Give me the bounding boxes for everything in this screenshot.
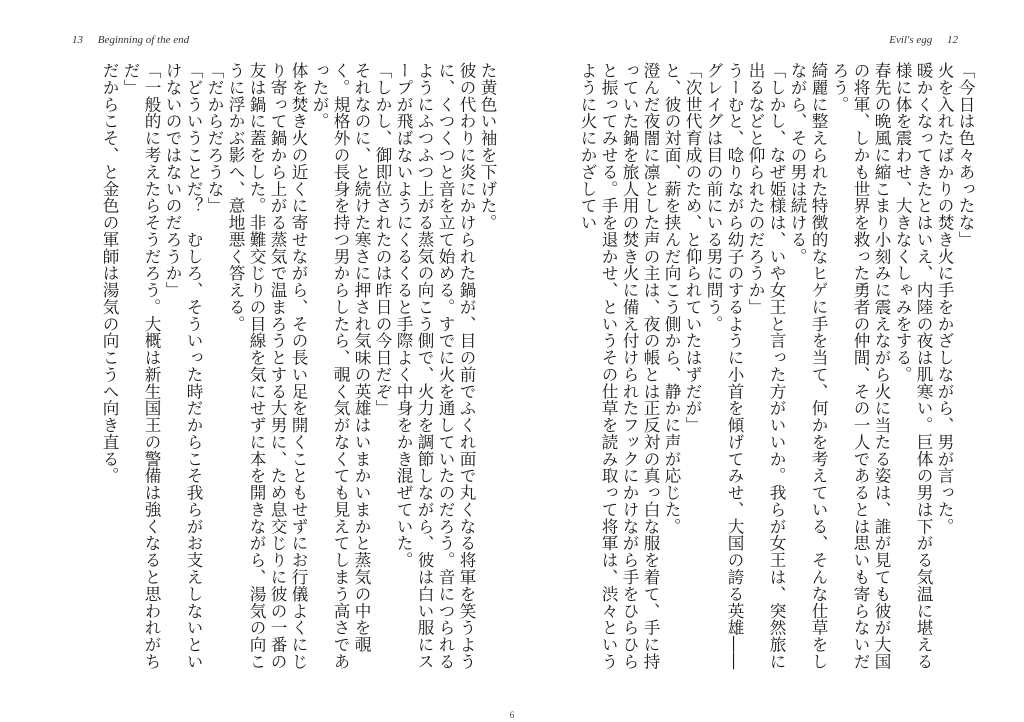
paragraph: 「今日は色々あったな」	[956, 62, 975, 248]
paragraph: 「しかし、御即位されたのは昨日の今日だぞ」	[373, 62, 392, 417]
left-running-title: Beginning of the end	[97, 34, 190, 46]
paragraph: 綺麗に整えられた特徴的なヒゲに手を当て、何かを考えている、そんな仕草をしながら、その男は続ける。	[788, 62, 828, 670]
paragraph: 「だからだろうな」	[205, 62, 224, 214]
left-page-number: 13	[72, 34, 83, 46]
footer-page-number: 6	[509, 710, 515, 720]
paragraph: た黄色い袖を下げた。	[478, 62, 497, 231]
paragraph: うーむと、唸りながら幼子のするように小首を傾げてみせ、大国の誇る英雄――グレイグは目の前にいる男に問う。	[704, 62, 744, 670]
paragraph: 「どういうことだ？ むしろ、そういった時だからこそ我らがお支えしないといけないのではないのだろうか」	[163, 62, 203, 670]
left-page-header	[60, 34, 189, 46]
left-page-body	[100, 62, 498, 670]
paragraph: だからこそ、と金色の軍師は湯気の向こうへ向き直る。	[100, 62, 119, 484]
paragraph: 「一般的に考えたらそうだろう。大概は新生国王の警備は強くなると思われがちだ」	[121, 62, 161, 670]
paragraph: 体を焚き火の近くに寄せながら、その長い足を開くこともせずにお行儀よくにじり寄って鍋から上がる蒸気で温まろうとする大男に、ため息交じりに彼の一番の友は鍋に蓋をした。非難交じりの目線を気にせずに本を開きながら、湯気の向こうに浮かぶ影へ、意地悪く答える。	[226, 62, 308, 670]
right-page-number: 12	[947, 34, 958, 46]
paragraph: 彼の代わりに炎にかけられた鍋が、目の前でふくれ面で丸くなる将軍を笑うように、くつくつと音を立て始める。すでに火を通していたのだろう。音につられるようにふつふつ上がる蒸気の向こう側で、火力を調節しながら、彼は白い服にスープが飛ばないようにくるくると手際よく中身をかき混ぜていた。	[394, 62, 476, 670]
paragraph: 「次世代育成のため、と仰られていたはずだが」	[683, 62, 702, 434]
paragraph: それなのに、と続けた寒さに押され気味の英雄はいまかいまかと蒸気の中を覗く。規格外の長身を持つ男からしたら、覗く気がなくても見えてしまう高さであったが。	[310, 62, 371, 670]
right-page-header	[889, 34, 970, 46]
right-page-body	[578, 62, 976, 670]
paragraph: 暖かくなってきたとはいえ、内陸の夜は肌寒い。巨体の男は下がる気温に堪える様に体を震わせ、大きなくしゃみをする。	[893, 62, 933, 670]
paragraph: 澄んだ夜闇に凛とした声の主は、夜の帳とは正反対の真っ白な服を着て、手に持っていた鍋を旅人用の焚き火に備え付けられたフックにかけながら手をひらひらと振ってみせる。手を退かせ、というその仕草を読み取って将軍は、渋々というように火にかざしてい	[578, 62, 660, 670]
paragraph: 火を入れたばかりの焚き火に手をかざしながら、男が言った。	[935, 62, 954, 535]
paragraph: 「しかし、なぜ姫様は、いや女王と言った方がいいか。我らが女王は、突然旅に出るなどと仰られたのだろうか」	[746, 62, 786, 670]
right-running-title: Evil's egg	[889, 34, 933, 46]
paragraph: と、彼の対面、薪を挟んだ向こう側から、静かに声が応じた。	[662, 62, 681, 535]
paragraph: 春先の晩風に縮こまり小刻みに震えながら火に当たる姿は、誰が見ても彼が大国の将軍、しかも世界を救った勇者の仲間、その一人であるとは思いも寄らないだろう。	[830, 62, 891, 670]
